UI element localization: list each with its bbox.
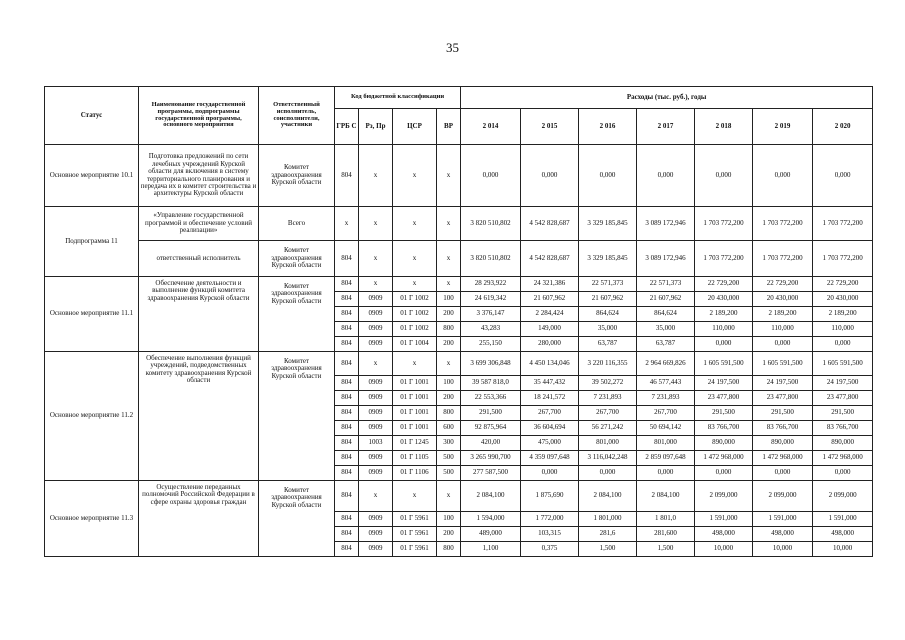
header-vr: ВР [437,109,461,145]
csr-cell: 01 Г 1106 [393,466,437,481]
csr-cell: х [393,207,437,241]
value-cell: 23 477,800 [753,391,813,406]
csr-cell: 01 Г 1004 [393,337,437,352]
rzpr-cell: 0909 [359,466,393,481]
grbs-cell: 804 [335,241,359,277]
value-cell: 3 089 172,946 [637,207,695,241]
table-row [45,277,873,292]
name-cell: ответственный исполнитель [139,241,259,277]
rzpr-cell: х [359,481,393,512]
value-cell: 0,000 [695,466,753,481]
rzpr-cell: х [359,277,393,292]
value-cell: 255,150 [461,337,521,352]
grbs-cell: 804 [335,406,359,421]
value-cell: 291,500 [753,406,813,421]
rzpr-cell: 0909 [359,542,393,557]
rzpr-cell: 0909 [359,527,393,542]
value-cell: 4 450 134,046 [521,352,579,376]
grbs-cell: 804 [335,277,359,292]
value-cell: 498,000 [813,527,873,542]
value-cell: 22 571,373 [579,277,637,292]
value-cell: 21 607,962 [637,292,695,307]
vr-cell: 500 [437,466,461,481]
value-cell: 28 293,922 [461,277,521,292]
value-cell: 110,000 [695,322,753,337]
grbs-cell: 804 [335,481,359,512]
responsible-cell: Комитет здравоохранения Курской области [259,481,335,557]
value-cell: 1 591,000 [753,512,813,527]
value-cell: 39 502,272 [579,376,637,391]
value-cell: 4 359 097,648 [521,451,579,466]
csr-cell: 01 Г 1001 [393,391,437,406]
value-cell: 0,000 [753,145,813,207]
responsible-cell: Комитет здравоохранения Курской области [259,241,335,277]
name-cell: Обеспечение деятельности и выполнение функций комитета здравоохранения Курской области [139,277,259,352]
value-cell: 1 703 772,200 [695,241,753,277]
value-cell: 83 766,700 [753,421,813,436]
value-cell: 103,315 [521,527,579,542]
value-cell: 35,000 [637,322,695,337]
value-cell: 35 447,432 [521,376,579,391]
value-cell: 83 766,700 [813,421,873,436]
value-cell: 2 189,200 [753,307,813,322]
csr-cell: 01 Г 1001 [393,376,437,391]
value-cell: 1 472 968,000 [695,451,753,466]
value-cell: 24 619,342 [461,292,521,307]
csr-cell: 01 Г 1001 [393,406,437,421]
value-cell: 2 099,000 [813,481,873,512]
responsible-cell: Комитет здравоохранения Курской области [259,277,335,352]
rzpr-cell: 0909 [359,337,393,352]
value-cell: 864,624 [637,307,695,322]
value-cell: 1 772,000 [521,512,579,527]
vr-cell: 800 [437,406,461,421]
value-cell: 1 703 772,200 [813,241,873,277]
rzpr-cell: х [359,352,393,376]
value-cell: 7 231,893 [637,391,695,406]
vr-cell: 100 [437,376,461,391]
csr-cell: х [393,145,437,207]
grbs-cell: 804 [335,451,359,466]
rzpr-cell: 0909 [359,292,393,307]
value-cell: 0,000 [753,466,813,481]
responsible-cell: Комитет здравоохранения Курской области [259,352,335,481]
value-cell: 0,375 [521,542,579,557]
grbs-cell: 804 [335,542,359,557]
value-cell: 1 472 968,000 [753,451,813,466]
value-cell: 10,000 [753,542,813,557]
value-cell: 21 607,962 [521,292,579,307]
value-cell: 0,000 [521,466,579,481]
header-year: 2 017 [637,109,695,145]
value-cell: 267,700 [521,406,579,421]
rzpr-cell: 0909 [359,307,393,322]
value-cell: 1 605 591,500 [813,352,873,376]
value-cell: 46 577,443 [637,376,695,391]
grbs-cell: 804 [335,512,359,527]
vr-cell: х [437,481,461,512]
vr-cell: 100 [437,292,461,307]
value-cell: 0,000 [813,337,873,352]
value-cell: 20 430,000 [753,292,813,307]
value-cell: 291,500 [695,406,753,421]
vr-cell: 200 [437,307,461,322]
vr-cell: 200 [437,527,461,542]
value-cell: 3 376,147 [461,307,521,322]
table-row [45,241,873,277]
vr-cell: х [437,241,461,277]
responsible-cell: Комитет здравоохранения Курской области [259,145,335,207]
name-cell: «Управление государственной программой и обеспечение условий реализации» [139,207,259,241]
rzpr-cell: 0909 [359,421,393,436]
value-cell: 3 820 510,802 [461,241,521,277]
value-cell: 92 875,964 [461,421,521,436]
value-cell: 18 241,572 [521,391,579,406]
status-cell: Основное мероприятие 11.1 [45,277,139,352]
header-year: 2 020 [813,109,873,145]
value-cell: 1 591,000 [695,512,753,527]
csr-cell: 01 Г 5961 [393,527,437,542]
grbs-cell: 804 [335,527,359,542]
value-cell: 3 089 172,946 [637,241,695,277]
csr-cell: х [393,241,437,277]
csr-cell: 01 Г 5961 [393,542,437,557]
value-cell: 0,000 [579,145,637,207]
grbs-cell: 804 [335,337,359,352]
value-cell: 1 875,690 [521,481,579,512]
value-cell: 110,000 [813,322,873,337]
value-cell: 0,000 [813,466,873,481]
value-cell: 22 729,200 [695,277,753,292]
status-cell: Основное мероприятие 11.3 [45,481,139,557]
vr-cell: 800 [437,322,461,337]
value-cell: 277 587,500 [461,466,521,481]
value-cell: 1,100 [461,542,521,557]
value-cell: 1 472 968,000 [813,451,873,466]
value-cell: 24 197,500 [753,376,813,391]
value-cell: 10,000 [813,542,873,557]
value-cell: 22 553,366 [461,391,521,406]
value-cell: 890,000 [753,436,813,451]
value-cell: 20 430,000 [813,292,873,307]
header-rzpr: Рз, Пр [359,109,393,145]
value-cell: 801,000 [579,436,637,451]
value-cell: 291,500 [813,406,873,421]
value-cell: 890,000 [695,436,753,451]
table-body [45,145,873,557]
table-row [45,207,873,241]
name-cell: Подготовка предложений по сети лечебных учреждений Курской области для включения в систему территориального планирования и передача их в комитет строительства и архитектуры Курской области [139,145,259,207]
csr-cell: 01 Г 5961 [393,512,437,527]
value-cell: 498,000 [695,527,753,542]
csr-cell: 01 Г 1245 [393,436,437,451]
value-cell: 20 430,000 [695,292,753,307]
header-responsible: Ответственный исполнитель, соисполнители, участники [259,87,335,145]
vr-cell: 300 [437,436,461,451]
rzpr-cell: 1003 [359,436,393,451]
grbs-cell: 804 [335,292,359,307]
rzpr-cell: х [359,241,393,277]
grbs-cell: 804 [335,322,359,337]
responsible-cell: Всего [259,207,335,241]
value-cell: 1,500 [637,542,695,557]
csr-cell: 01 Г 1001 [393,421,437,436]
csr-cell: х [393,277,437,292]
value-cell: 43,283 [461,322,521,337]
status-cell: Основное мероприятие 10.1 [45,145,139,207]
value-cell: 1 703 772,200 [753,207,813,241]
value-cell: 1 703 772,200 [813,207,873,241]
header-name: Наименование государственной программы, подпрограммы государственной программы, основного мероприятия [139,87,259,145]
value-cell: 21 607,962 [579,292,637,307]
name-cell: Обеспечение выполнения функций учреждений, подведомственных комитету здравоохранения Курской области [139,352,259,481]
value-cell: 281,6 [579,527,637,542]
table-row [45,481,873,512]
value-cell: 63,787 [579,337,637,352]
rzpr-cell: 0909 [359,451,393,466]
value-cell: 83 766,700 [695,421,753,436]
value-cell: 2 189,200 [813,307,873,322]
header-csr: ЦСР [393,109,437,145]
value-cell: 1 703 772,200 [753,241,813,277]
value-cell: 22 729,200 [813,277,873,292]
value-cell: 23 477,800 [813,391,873,406]
value-cell: 4 542 828,687 [521,207,579,241]
header-year: 2 019 [753,109,813,145]
value-cell: 2 099,000 [695,481,753,512]
grbs-cell: 804 [335,466,359,481]
rzpr-cell: 0909 [359,322,393,337]
value-cell: 4 542 828,687 [521,241,579,277]
rzpr-cell: 0909 [359,512,393,527]
grbs-cell: х [335,207,359,241]
value-cell: 56 271,242 [579,421,637,436]
grbs-cell: 804 [335,307,359,322]
value-cell: 801,000 [637,436,695,451]
value-cell: 2 084,100 [579,481,637,512]
value-cell: 420,00 [461,436,521,451]
header-year: 2 016 [579,109,637,145]
value-cell: 63,787 [637,337,695,352]
value-cell: 0,000 [579,466,637,481]
grbs-cell: 804 [335,391,359,406]
value-cell: 3 220 116,355 [579,352,637,376]
rzpr-cell: 0909 [359,391,393,406]
table-row [45,352,873,376]
value-cell: 267,700 [637,406,695,421]
value-cell: 2 084,100 [637,481,695,512]
csr-cell: 01 Г 1002 [393,292,437,307]
header-grbs: ГРБ С [335,109,359,145]
value-cell: 1 801,000 [579,512,637,527]
csr-cell: х [393,352,437,376]
value-cell: 3 116,042,248 [579,451,637,466]
value-cell: 1 605 591,500 [753,352,813,376]
value-cell: 864,624 [579,307,637,322]
vr-cell: х [437,207,461,241]
header-year: 2 014 [461,109,521,145]
value-cell: 149,000 [521,322,579,337]
value-cell: 24 321,386 [521,277,579,292]
status-cell: Основное мероприятие 11.2 [45,352,139,481]
grbs-cell: 804 [335,436,359,451]
value-cell: 1 605 591,500 [695,352,753,376]
value-cell: 2 964 669,826 [637,352,695,376]
value-cell: 0,000 [813,145,873,207]
grbs-cell: 804 [335,352,359,376]
value-cell: 1 594,000 [461,512,521,527]
value-cell: 22 729,200 [753,277,813,292]
value-cell: 2 859 097,648 [637,451,695,466]
value-cell: 1 801,0 [637,512,695,527]
value-cell: 3 820 510,802 [461,207,521,241]
rzpr-cell: 0909 [359,406,393,421]
value-cell: 24 197,500 [695,376,753,391]
header-year: 2 015 [521,109,579,145]
vr-cell: 800 [437,542,461,557]
value-cell: 280,000 [521,337,579,352]
value-cell: 1 591,000 [813,512,873,527]
value-cell: 22 571,373 [637,277,695,292]
value-cell: 39 587 818,0 [461,376,521,391]
status-cell: Подпрограмма 11 [45,207,139,277]
value-cell: 3 329 185,845 [579,241,637,277]
value-cell: 2 189,200 [695,307,753,322]
vr-cell: х [437,145,461,207]
value-cell: 2 284,424 [521,307,579,322]
value-cell: 3 699 306,848 [461,352,521,376]
value-cell: 1 703 772,200 [695,207,753,241]
value-cell: 0,000 [695,337,753,352]
table-row [45,145,873,207]
header-status: Статус [45,87,139,145]
value-cell: 498,000 [753,527,813,542]
rzpr-cell: х [359,207,393,241]
value-cell: 291,500 [461,406,521,421]
value-cell: 7 231,893 [579,391,637,406]
header-code-group: Код бюджетной классификации [335,87,461,109]
value-cell: 35,000 [579,322,637,337]
value-cell: 2 099,000 [753,481,813,512]
value-cell: 0,000 [461,145,521,207]
vr-cell: 100 [437,512,461,527]
value-cell: 1,500 [579,542,637,557]
csr-cell: 01 Г 1002 [393,322,437,337]
grbs-cell: 804 [335,145,359,207]
value-cell: 0,000 [637,145,695,207]
value-cell: 0,000 [753,337,813,352]
value-cell: 0,000 [637,466,695,481]
csr-cell: х [393,481,437,512]
value-cell: 0,000 [695,145,753,207]
rzpr-cell: х [359,145,393,207]
page-number: 35 [446,40,459,55]
value-cell: 0,000 [521,145,579,207]
budget-table [44,86,873,557]
value-cell: 36 604,694 [521,421,579,436]
header-year: 2 018 [695,109,753,145]
value-cell: 10,000 [695,542,753,557]
name-cell: Осуществление переданных полномочий Российской Федерации в сфере охраны здоровья граждан [139,481,259,557]
vr-cell: 600 [437,421,461,436]
value-cell: 24 197,500 [813,376,873,391]
value-cell: 489,000 [461,527,521,542]
value-cell: 281,600 [637,527,695,542]
csr-cell: 01 Г 1002 [393,307,437,322]
value-cell: 2 084,100 [461,481,521,512]
value-cell: 50 694,142 [637,421,695,436]
value-cell: 890,000 [813,436,873,451]
value-cell: 3 265 990,700 [461,451,521,466]
header-expenses-group: Расходы (тыс. руб.), годы [461,87,873,109]
vr-cell: х [437,352,461,376]
value-cell: 23 477,800 [695,391,753,406]
csr-cell: 01 Г 1105 [393,451,437,466]
grbs-cell: 804 [335,421,359,436]
vr-cell: 200 [437,337,461,352]
value-cell: 110,000 [753,322,813,337]
grbs-cell: 804 [335,376,359,391]
vr-cell: х [437,277,461,292]
value-cell: 475,000 [521,436,579,451]
value-cell: 267,700 [579,406,637,421]
value-cell: 3 329 185,845 [579,207,637,241]
rzpr-cell: 0909 [359,376,393,391]
vr-cell: 500 [437,451,461,466]
vr-cell: 200 [437,391,461,406]
